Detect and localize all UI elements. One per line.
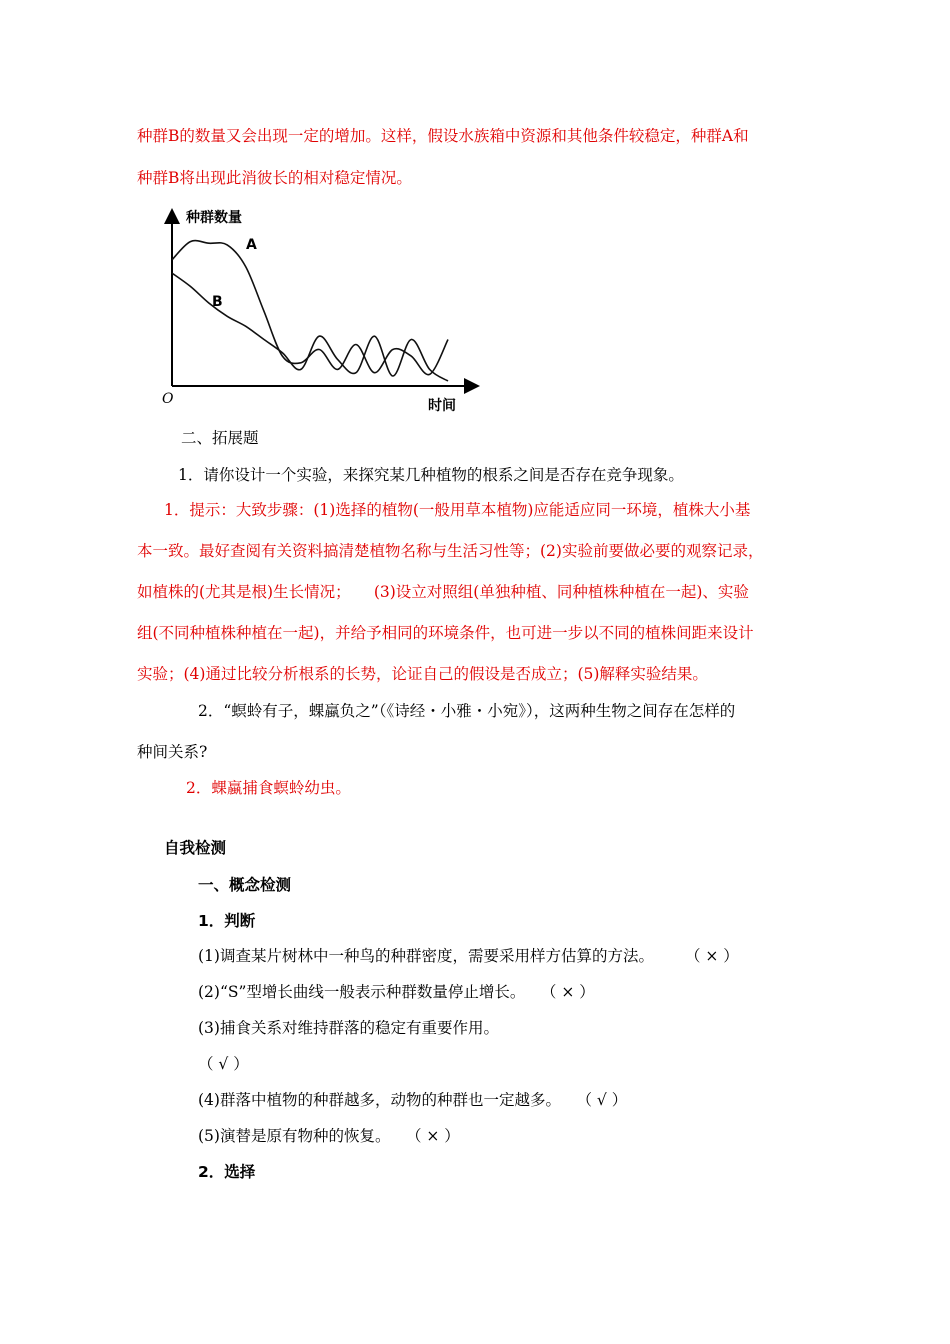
chart-svg xyxy=(150,200,490,420)
answer-1-line-2: 本一致。最好查阅有关资料搞清楚植物名称与生活习性等；(2)实验前要做必要的观察记录， xyxy=(137,542,764,560)
judge-item-1: (1)调查某片树林中一种鸟的种群密度，需要采用样方估算的方法。 （ × ） xyxy=(198,947,739,965)
question-2-line-1: 2．“螟蛉有子，蜾蠃负之”（《诗经・小雅・小宛》），这两种生物之间存在怎样的 xyxy=(198,702,736,720)
judge-item-3: (3)捕食关系对维持群落的稳定有重要作用。 xyxy=(198,1019,499,1037)
paragraph-line-1: 种群B的数量又会出现一定的增加。这样，假设水族箱中资源和其他条件较稳定，种群A和 xyxy=(137,127,749,145)
population-chart xyxy=(150,200,490,420)
answer-1-line-4: 组(不同种植株种植在一起)，并给予相同的环境条件，也可进一步以不同的植株间距来设计 xyxy=(137,624,754,642)
judge-item-4: (4)群落中植物的种群越多，动物的种群也一定越多。 （ √ ） xyxy=(198,1091,628,1109)
judge-item-2: (2)“S”型增长曲线一般表示种群数量停止增长。 （ × ） xyxy=(198,983,595,1001)
series-a-label: A xyxy=(246,237,257,253)
judge-item-3-answer: （ √ ） xyxy=(198,1055,249,1073)
x-axis-label: 时间 xyxy=(428,398,456,414)
answer-1-line-5: 实验；(4)通过比较分析根系的长势，论证自己的假设是否成立；(5)解释实验结果。 xyxy=(137,665,708,683)
answer-1-line-3: 如植株的(尤其是根)生长情况； (3)设立对照组(单独种植、同种植株种植在一起)、实验 xyxy=(137,583,749,601)
series-line-b xyxy=(172,273,448,381)
answer-2: 2．蜾蠃捕食螟蛉幼虫。 xyxy=(186,779,351,797)
answer-1-line-1: 1．提示：大致步骤：(1)选择的植物(一般用草本植物)应能适应同一环境，植株大小基 xyxy=(164,501,751,519)
paragraph-line-2: 种群B将出现此消彼长的相对稳定情况。 xyxy=(137,169,412,187)
judge-heading: 1．判断 xyxy=(198,912,256,930)
choice-heading: 2．选择 xyxy=(198,1163,256,1181)
series-layer xyxy=(172,241,448,381)
y-axis-label: 种群数量 xyxy=(186,210,242,226)
series-b-label: B xyxy=(212,294,223,310)
origin-label: O xyxy=(162,391,174,407)
concept-heading: 一、概念检测 xyxy=(198,876,292,894)
question-2-line-2: 种间关系? xyxy=(137,743,208,761)
question-1: 1．请你设计一个实验，来探究某几种植物的根系之间是否存在竞争现象。 xyxy=(178,466,684,484)
self-test-title: 自我检测 xyxy=(164,839,227,857)
judge-item-5: (5)演替是原有物种的恢复。 （ × ） xyxy=(198,1127,460,1145)
section-heading: 二、拓展题 xyxy=(181,429,259,447)
